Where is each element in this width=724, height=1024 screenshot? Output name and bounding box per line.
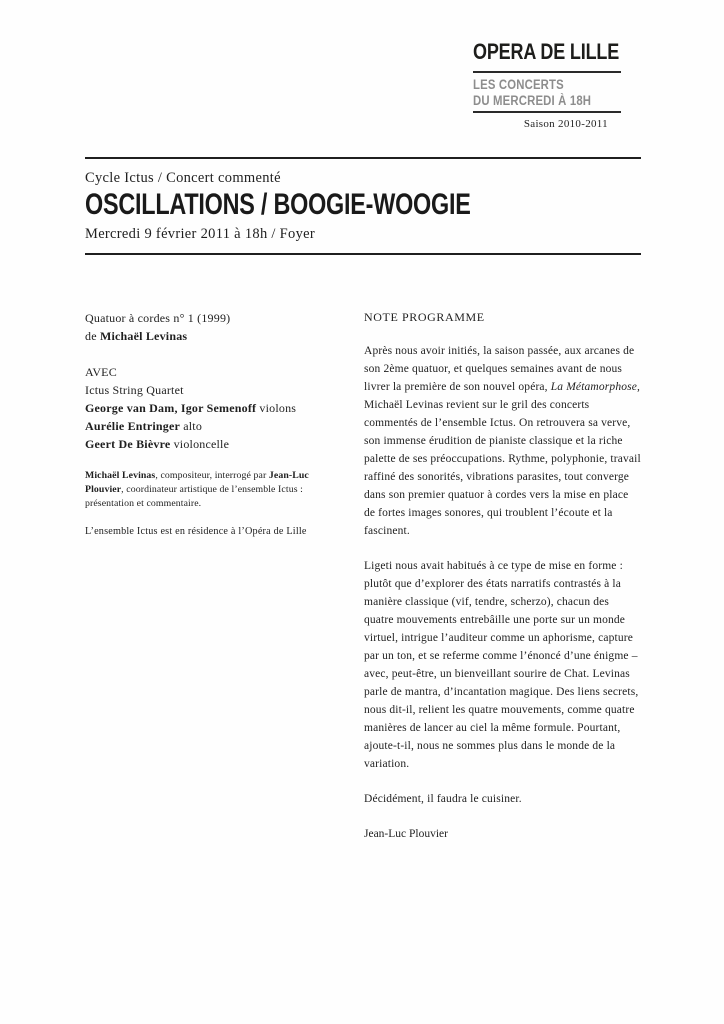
series-line-2: DU MERCREDI À 18H — [473, 92, 592, 108]
credit-note — [85, 469, 340, 511]
opera-title-italic: La Métamorphose, — [550, 381, 641, 393]
composer-prefix: de — [85, 329, 100, 343]
event-category: Cycle Ictus / Concert commenté — [85, 170, 281, 186]
logo-rule-top — [473, 71, 621, 73]
credit-text: , compositeur, interrogé par — [155, 470, 269, 481]
credit-composer: Michaël Levinas — [85, 470, 156, 481]
composer-name: Michaël Levinas — [99, 329, 188, 343]
note-paragraph-1 — [364, 342, 641, 540]
event-rule-bottom — [85, 253, 641, 255]
spacer — [85, 345, 353, 363]
logo-rule-bottom — [473, 111, 621, 113]
series-subtitle — [473, 77, 621, 108]
composer-line — [85, 327, 353, 345]
series-line-1: LES CONCERTS — [473, 77, 564, 92]
logo-block — [473, 40, 621, 130]
season-label: Saison 2010-2011 — [523, 118, 608, 130]
body-columns — [85, 309, 641, 843]
musician-line — [85, 417, 353, 435]
brand-wordmark: OPERA DE LILLE — [473, 39, 620, 64]
musician-names: George van Dam, Igor Semenoff — [85, 401, 257, 415]
note-paragraph-2: Ligeti nous avait habitués à ce type de mise en forme : plutôt que d’explorer des états narratifs contrastés à la manière classique (vif, tendre, scherzo), chacun des quatre mouvements entrebâille une porte sur un monde virtuel, intrigue l’auditeur comme un aphorisme, capture par un ton, et se referme comme l’énoncé d’une énigme – avec, peut-être, un bienveillant sourire de Chat. Levinas parle de mantra, d’incantation magique. Des liens secrets, nous dit-il, relient les quatre mouvements, comme quatre manières de lancer au ciel la même formule. Pourtant, ajoute-t-il, nous ne sommes plus dans le monde de la variation. — [364, 560, 639, 770]
musician-role: alto — [180, 419, 203, 433]
work-title: Quatuor à cordes n° 1 (1999) — [85, 311, 231, 325]
event-rule-top — [85, 157, 641, 159]
musician-role: violoncelle — [170, 437, 230, 451]
note-heading: NOTE PROGRAMME — [364, 310, 485, 324]
event-datetime: Mercredi 9 février 2011 à 18h / Foyer — [85, 226, 316, 242]
musician-names: Geert De Bièvre — [85, 437, 171, 451]
note-paragraph-3: Décidément, il faudra le cuisiner. — [364, 793, 522, 805]
residency-note: L’ensemble Ictus est en résidence à l’Opéra de Lille — [85, 526, 307, 537]
note-p1-text: Après nous avoir initiés, la saison passée, aux arcanes de son 2ème quatuor, et quelques semaines avant de nous livrer la première de son nouvel opéra, — [364, 345, 635, 393]
right-column — [364, 309, 641, 843]
event-title: OSCILLATIONS / BOOGIE-WOOGIE — [85, 188, 471, 221]
signature: Jean-Luc Plouvier — [364, 828, 448, 840]
main-content — [85, 157, 641, 843]
with-label: AVEC — [85, 365, 117, 379]
musician-line — [85, 399, 353, 417]
musician-line — [85, 435, 353, 453]
note-p1-text: Michaël Levinas revient sur le gril des concerts commentés de l’ensemble Ictus. On retrouvera sa verve, son immense érudition de pianiste classique et la riche palette de ses préoccupations. Rythme, polyphonie, travail raffiné des sonorités, vibrations parasites, tout converge dans son premier quatuor à cordes vers la mise en place de fortes images sonores, qui troublent l’écoute et la fascinent. — [364, 399, 641, 537]
credit-text: , coordinateur artistique de l’ensemble Ictus : présentation et commentaire. — [85, 484, 303, 509]
musician-role: violons — [256, 401, 297, 415]
credit-interviewer: Jean-Luc Plouvier — [85, 470, 309, 495]
left-column — [85, 309, 353, 843]
ensemble-name: Ictus String Quartet — [85, 383, 184, 397]
musician-names: Aurélie Entringer — [85, 419, 181, 433]
